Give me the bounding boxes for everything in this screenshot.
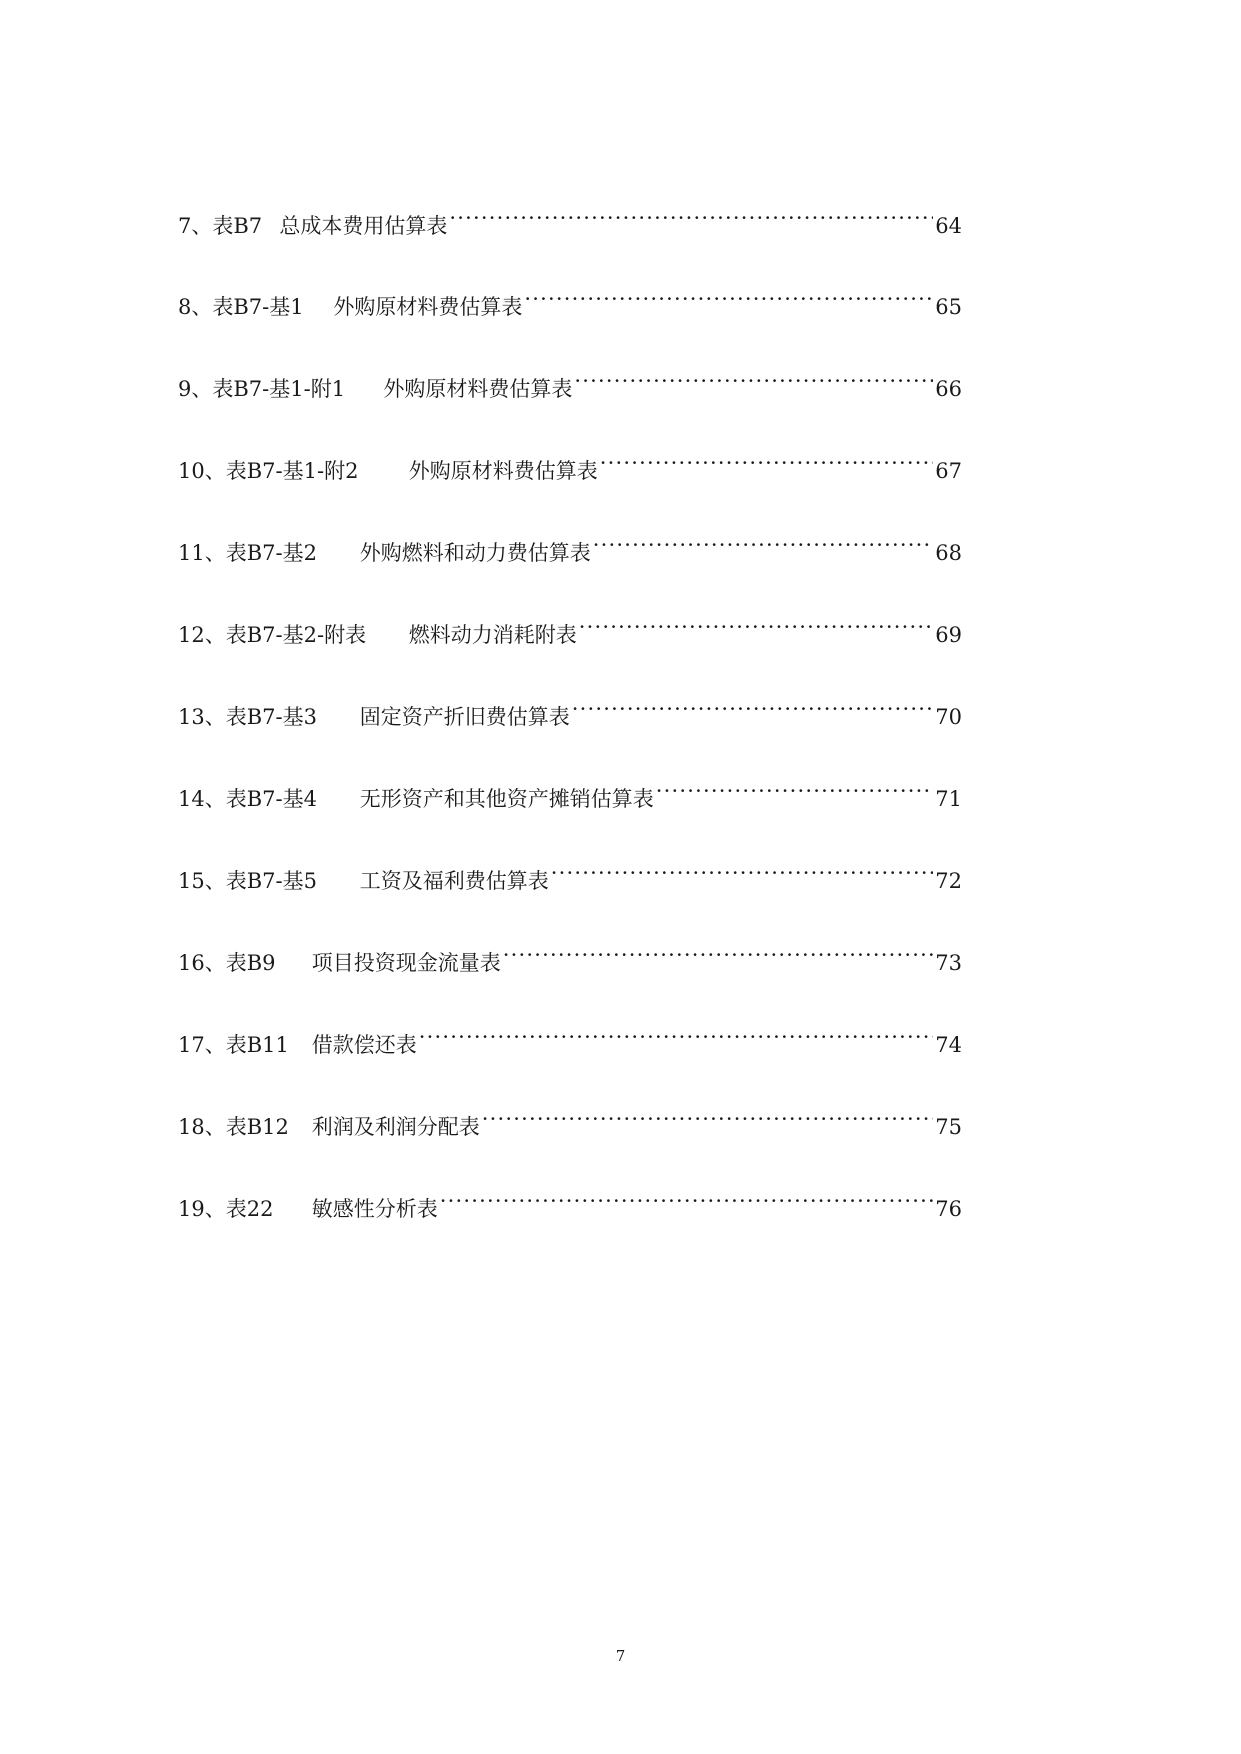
toc-entry-label: 19、表22 敏感性分析表 xyxy=(178,1194,438,1224)
dot-leader xyxy=(593,530,934,560)
dot-leader xyxy=(579,612,934,642)
dot-leader xyxy=(503,940,934,970)
toc-entry-label: 11、表B7-基2 外购燃料和动力费估算表 xyxy=(178,538,591,568)
dot-leader xyxy=(574,366,933,396)
toc-entry-code: 表B7-基2-附表 xyxy=(225,623,367,647)
toc-entry-code: 表B7-基2 xyxy=(225,541,317,565)
toc-entry[interactable] xyxy=(178,776,962,811)
toc-entry-page: 70 xyxy=(935,705,962,729)
toc-entry-label: 16、表B9 项目投资现金流量表 xyxy=(178,948,501,978)
toc-entry-label: 7、表B7 总成本费用估算表 xyxy=(178,211,447,241)
dot-leader xyxy=(524,284,933,314)
toc-entry-label: 17、表B11 借款偿还表 xyxy=(178,1030,417,1060)
toc-entry-page: 73 xyxy=(935,951,962,975)
dot-leader xyxy=(572,694,934,724)
toc-entry-page: 75 xyxy=(935,1115,962,1139)
toc-entry-page: 74 xyxy=(935,1033,962,1057)
toc-entry-page: 76 xyxy=(935,1197,962,1221)
toc-entry-title: 无形资产和其他资产摊销估算表 xyxy=(359,787,654,811)
toc-entry-title: 外购燃料和动力费估算表 xyxy=(359,541,591,565)
toc-entry-title: 敏感性分析表 xyxy=(311,1197,438,1221)
toc-entry-title: 燃料动力消耗附表 xyxy=(408,623,577,647)
toc-entry-title: 工资及福利费估算表 xyxy=(359,869,549,893)
toc-entry[interactable] xyxy=(178,1186,962,1221)
dot-leader xyxy=(656,776,934,806)
dot-leader xyxy=(551,858,934,888)
toc-entry[interactable] xyxy=(178,530,962,565)
toc-entry-label: 14、表B7-基4 无形资产和其他资产摊销估算表 xyxy=(178,784,654,814)
toc-entry-code: 表B7-基1-附1 xyxy=(212,377,346,401)
page-number: 7 xyxy=(615,1647,626,1665)
toc-entry[interactable] xyxy=(178,940,962,975)
toc-entry-page: 67 xyxy=(935,459,962,483)
toc-entry-title: 总成本费用估算表 xyxy=(279,214,448,238)
toc-entry[interactable] xyxy=(178,694,962,729)
toc-entry-label: 12、表B7-基2-附表 燃料动力消耗附表 xyxy=(178,620,577,650)
toc-entry[interactable] xyxy=(178,366,962,401)
dot-leader xyxy=(440,1186,934,1216)
toc-entry[interactable] xyxy=(178,1104,962,1139)
toc-entry-page: 64 xyxy=(935,214,962,238)
toc-entry[interactable] xyxy=(178,1022,962,1057)
toc-entry-title: 外购原材料费估算表 xyxy=(383,377,573,401)
toc-entry-title: 外购原材料费估算表 xyxy=(408,459,598,483)
toc-entry-code: 表B7-基1-附2 xyxy=(225,459,359,483)
dot-leader xyxy=(419,1022,934,1052)
toc-entry-label: 18、表B12 利润及利润分配表 xyxy=(178,1112,480,1142)
toc-entry[interactable] xyxy=(178,858,962,893)
toc-entry-title: 外购原材料费估算表 xyxy=(333,295,523,319)
toc-entry[interactable] xyxy=(178,284,962,319)
toc-entry-title: 项目投资现金流量表 xyxy=(311,951,501,975)
toc-entry-page: 66 xyxy=(935,377,962,401)
toc-entry-label: 8、表B7-基1 外购原材料费估算表 xyxy=(178,292,522,322)
toc-entry-page: 69 xyxy=(935,623,962,647)
toc-entry-code: 表B7 xyxy=(212,214,263,238)
toc-entry[interactable] xyxy=(178,612,962,647)
toc-entry-code: 表B9 xyxy=(225,951,276,975)
toc-entry-code: 表B12 xyxy=(225,1115,289,1139)
dot-leader xyxy=(600,448,934,478)
toc-entry-code: 表22 xyxy=(225,1197,274,1221)
toc-entry-page: 71 xyxy=(935,787,962,811)
dot-leader xyxy=(482,1104,934,1134)
toc-entry-code: 表B7-基5 xyxy=(225,869,317,893)
toc-entry-page: 68 xyxy=(935,541,962,565)
toc-entry[interactable] xyxy=(178,203,962,238)
toc-entry-code: 表B7-基1 xyxy=(212,295,304,319)
dot-leader xyxy=(449,203,933,233)
toc-entry-code: 表B7-基3 xyxy=(225,705,317,729)
toc-entry-title: 借款偿还表 xyxy=(311,1033,417,1057)
toc-entry-page: 65 xyxy=(935,295,962,319)
toc-entry-page: 72 xyxy=(935,869,962,893)
toc-entry-label: 10、表B7-基1-附2 外购原材料费估算表 xyxy=(178,456,598,486)
toc-entry-label: 9、表B7-基1-附1 外购原材料费估算表 xyxy=(178,374,572,404)
toc-entry-label: 13、表B7-基3 固定资产折旧费估算表 xyxy=(178,702,570,732)
toc-entry-code: 表B11 xyxy=(225,1033,289,1057)
toc-entry-title: 固定资产折旧费估算表 xyxy=(359,705,570,729)
toc-entry-label: 15、表B7-基5 工资及福利费估算表 xyxy=(178,866,549,896)
toc-entry-code: 表B7-基4 xyxy=(225,787,317,811)
toc-entry-title: 利润及利润分配表 xyxy=(311,1115,480,1139)
toc-entry[interactable] xyxy=(178,448,962,483)
